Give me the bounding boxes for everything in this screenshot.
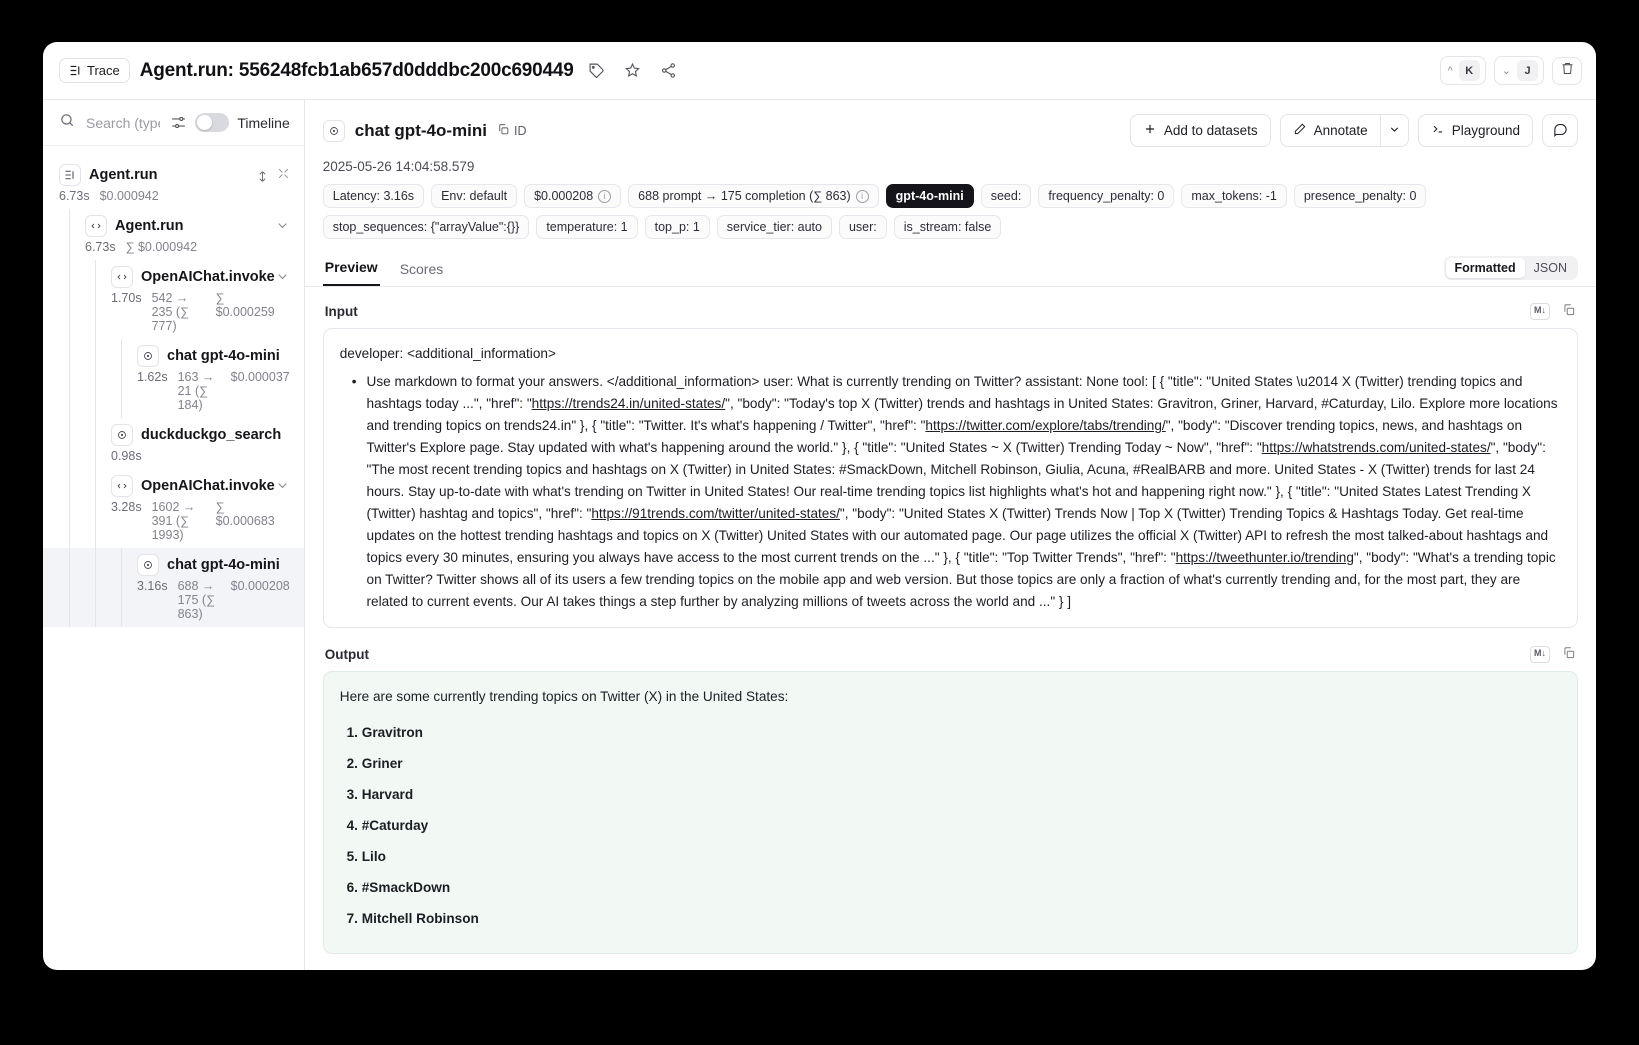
tree-node-title: Agent.run <box>115 218 184 234</box>
tree-node-main <box>111 266 275 333</box>
metadata-badge <box>981 184 1032 208</box>
output-heading: Output <box>324 647 369 663</box>
observation-timestamp: 2025-05-26 14:04:58.579 <box>322 159 475 174</box>
output-trending-list <box>340 722 1561 930</box>
metadata-badge-label: service_tier: auto <box>726 220 822 234</box>
top-bar <box>43 42 1596 100</box>
main-body <box>43 100 1596 970</box>
trace-icon <box>59 164 81 186</box>
tree-guide-line <box>69 548 70 627</box>
annotate-label: Annotate <box>1313 123 1368 138</box>
generation-icon <box>323 120 345 142</box>
output-list-item: 6. #SmackDown <box>362 877 1561 899</box>
info-icon[interactable]: i <box>598 190 611 203</box>
tree-node-tokens: 1602 → 391 (∑ 1993) <box>151 500 196 542</box>
output-list-item: 4. #Caturday <box>362 815 1561 837</box>
copy-id-button[interactable] <box>497 123 527 139</box>
trace-tree-panel <box>43 100 305 970</box>
share-icon[interactable] <box>656 58 682 84</box>
markdown-icon[interactable]: M↓ <box>1530 646 1550 663</box>
search-icon <box>59 112 76 134</box>
tree-node-main <box>111 475 275 542</box>
tree-root-duration: 6.73s <box>59 189 90 203</box>
tree-node-metrics <box>85 240 275 254</box>
tree-guide-line <box>69 418 70 469</box>
tree-root-head <box>59 164 256 186</box>
trace-tree <box>43 146 304 970</box>
tree-node-title: chat gpt-4o-mini <box>167 557 280 573</box>
tree-node-title: duckduckgo_search <box>141 427 282 443</box>
output-list-item: 7. Mitchell Robinson <box>362 908 1561 930</box>
tree-guide-line <box>121 339 122 418</box>
generation-icon <box>111 424 133 446</box>
id-label: ID <box>513 123 527 138</box>
tree-guide-line <box>69 469 70 548</box>
span-icon <box>85 215 107 237</box>
trace-icon <box>69 64 82 77</box>
metadata-badge-label: seed: <box>990 189 1022 203</box>
tree-node-head <box>137 554 290 576</box>
copy-icon <box>497 123 510 139</box>
view-mode-json[interactable]: JSON <box>1533 261 1567 275</box>
tab-preview[interactable]: Preview <box>323 253 380 286</box>
tree-node-head <box>85 215 275 237</box>
tree-node-cost: $0.000208 <box>230 579 290 593</box>
tree-root-title: Agent.run <box>89 167 158 183</box>
source-link[interactable]: https://trends24.in/united-states/ <box>531 396 726 412</box>
chevron-down-icon[interactable] <box>275 475 290 498</box>
annotate-button[interactable] <box>1280 114 1381 147</box>
copy-icon[interactable] <box>1562 303 1576 320</box>
add-to-datasets-label: Add to datasets <box>1163 123 1258 138</box>
tree-node-metrics <box>111 449 290 463</box>
output-list-item: 2. Griner <box>362 753 1561 775</box>
tree-node-main <box>111 424 290 463</box>
tree-node-duration: 3.16s <box>137 579 168 593</box>
output-section-header <box>323 642 1578 671</box>
playground-button[interactable] <box>1418 114 1533 147</box>
tree-guide-line <box>69 339 70 418</box>
tree-node-duration: 6.73s <box>85 240 116 254</box>
chevron-down-icon[interactable] <box>275 266 290 289</box>
tree-root-main <box>59 164 256 203</box>
tree-guide-line <box>95 548 96 627</box>
trash-icon <box>1560 61 1575 81</box>
comment-icon <box>1553 122 1568 140</box>
metadata-badge <box>645 215 710 239</box>
top-bar-right <box>1440 56 1582 85</box>
span-icon <box>111 475 133 497</box>
output-list-item: 1. Gravitron <box>362 722 1561 744</box>
next-trace-shortcut[interactable] <box>1494 56 1544 85</box>
tree-root-node[interactable] <box>43 158 304 209</box>
view-mode-formatted[interactable]: Formatted <box>1446 258 1525 278</box>
add-to-datasets-button[interactable] <box>1130 114 1271 147</box>
tree-node-cost: ∑ $0.000259 <box>215 291 275 319</box>
markdown-icon[interactable]: M↓ <box>1530 303 1550 320</box>
tree-node-duration: 3.28s <box>111 500 142 514</box>
output-panel <box>323 671 1578 954</box>
pencil-icon <box>1293 122 1307 139</box>
tree-node[interactable] <box>43 339 304 418</box>
tab-scores[interactable]: Scores <box>399 261 444 277</box>
tree-guide-line <box>69 260 70 339</box>
search-wrap <box>84 114 162 132</box>
tree-guide-line <box>69 209 70 260</box>
tree-node-duration: 1.62s <box>137 370 168 384</box>
copy-icon[interactable] <box>1562 646 1576 663</box>
chevron-down-icon: ⌄ <box>1501 65 1511 77</box>
tree-node-head <box>111 475 275 497</box>
input-body: Use markdown to format your answers. </additional_information> user: What is currently trending on Twitter? assistant: None tool: [ { "title": "United States \u2014 X (Twitter) trending topics and hashtags today ...", "href": "https://trends24.in/united-states/", "body": "Today's top X (Twitter) trends and hashtags in United States: Gravitron, Griner, Harvard, #Caturday, Lilo. Explore more locations and trending topics on trends24.in" }, { "title": "Twitter. It's what's happening / Twitter", "href": "https://twitter.com/explore/tabs/trending/", "body": "Discover trending topics, news, and hashtags on Twitter's Explore page. Stay updated with what's happening around the world." }, { "title": "United States ~ X (Twitter) Trending Today ~ Now", "href": "https://whatstrends.com/united-states/", "body": "The most recent trending topics and hashtags on X (Twitter) in United States: #SmackDown, Mitchell Robinson, Giulia, Acuna, #RealBARB and more. United States - X (Twitter) trends for last 24 hours. Stay up-to-date with what's trending on Twitter in United States! Our real-time trending topics list highlights what's hot and happening right now." }, { "title": "United States Latest Trending X (Twitter) hashtag and topics", "href": "https://91trends.com/twitter/united-states/", "body": "United States X (Twitter) Trends Now | Top X (Twitter) Trending Topics & Hashtags Today. Get real-time updates on the hottest trending hashtags and topics on X (Twitter) United States with our automated page. Our page utilizes the official X (Twitter) API to refresh the most talked-about hashtags and topics every 30 minutes, ensuring you always have access to the most current trends on the ..." }, { "title": "Top Twitter Trends", "href": "https://tweethunter.io/trending", "body": "What's a trending topic on Twitter? Twitter shows all of its users a few trending topics on the mobile app and web version. But those topics are only a fraction of what's currently trending and, for the most part, they are related to current events. Our AI takes things a step further by analyzing millions of tweets across the world and ..." } ] <box>366 374 1558 610</box>
tree-guide-line <box>121 548 122 627</box>
metadata-badge <box>524 184 621 208</box>
star-icon[interactable] <box>620 58 646 84</box>
tree-node-head <box>111 266 275 288</box>
tag-icon[interactable] <box>584 58 610 84</box>
metadata-badge-label: Latency: 3.16s <box>332 189 415 203</box>
tree-node-cost: ∑ $0.000683 <box>215 500 275 528</box>
tree-node-duration: 1.70s <box>111 291 142 305</box>
tree-node-cost: ∑ $0.000942 <box>125 240 198 254</box>
timeline-toggle[interactable] <box>195 113 229 132</box>
tree-node-main <box>137 345 290 412</box>
plus-icon <box>1143 122 1157 139</box>
metadata-badge-label: user: <box>848 220 877 234</box>
tree-node[interactable] <box>43 469 304 548</box>
input-section-header <box>323 299 1578 328</box>
chevron-down-icon <box>1388 123 1401 139</box>
prev-trace-shortcut[interactable] <box>1440 56 1486 85</box>
detail-tabs <box>305 253 1596 287</box>
metadata-badge <box>886 184 974 208</box>
trace-type-chip[interactable] <box>59 58 130 83</box>
metadata-badge <box>431 184 517 208</box>
output-list-item: 3. Harvard <box>362 784 1561 806</box>
input-bullet-row <box>340 371 1561 613</box>
tree-node-title: OpenAIChat.invoke <box>141 269 275 285</box>
comment-button[interactable] <box>1542 114 1578 147</box>
metadata-badge-label: temperature: 1 <box>546 220 628 234</box>
observation-title: chat gpt-4o-mini <box>354 120 487 140</box>
output-section-tools <box>1530 646 1576 663</box>
delete-button[interactable] <box>1552 57 1582 85</box>
info-icon[interactable]: i <box>856 190 869 203</box>
page-title: Agent.run: 556248fcb1ab657d0dddbc200c690449 <box>139 59 574 81</box>
tree-node[interactable] <box>43 548 304 627</box>
tree-root-cost: $0.000942 <box>99 189 159 203</box>
detail-actions <box>1130 114 1578 147</box>
annotate-dropdown-button[interactable] <box>1381 114 1409 147</box>
tree-node-metrics <box>137 579 290 621</box>
tree-node-metrics <box>111 291 275 333</box>
metadata-badge <box>1181 184 1286 208</box>
observation-header <box>305 100 1596 239</box>
source-link[interactable]: https://tweethunter.io/trending <box>1175 550 1354 566</box>
annotate-split-button <box>1280 114 1409 147</box>
input-heading: Input <box>324 304 358 319</box>
observation-title-row <box>323 114 1578 147</box>
metadata-badge <box>536 215 637 239</box>
metadata-badge-label: frequency_penalty: 0 <box>1048 189 1165 203</box>
output-list-item: 5. Lilo <box>362 846 1561 868</box>
metadata-badge <box>894 215 1002 239</box>
chevron-up-icon: ^ <box>1447 64 1453 77</box>
tree-node-list <box>43 209 304 627</box>
metadata-badge-label: stop_sequences: {"arrayValue":{}} <box>332 220 520 234</box>
input-developer-line: developer: <additional_information> <box>339 346 556 361</box>
input-section-tools <box>1530 303 1576 320</box>
tree-guide-line <box>95 339 96 418</box>
source-link[interactable]: https://twitter.com/explore/tabs/trending/ <box>925 418 1166 434</box>
search-row <box>43 100 304 146</box>
tree-node-tokens: 163 → 21 (∑ 184) <box>177 370 215 412</box>
kbd-j: J <box>1517 60 1538 81</box>
metadata-badge <box>1038 184 1174 208</box>
filter-settings-icon[interactable] <box>170 110 187 136</box>
view-mode-switch <box>1444 256 1578 280</box>
metadata-badge-label: top_p: 1 <box>654 220 700 234</box>
output-intro: Here are some currently trending topics on Twitter (X) in the United States: <box>339 689 789 705</box>
metadata-badge-label: max_tokens: -1 <box>1191 189 1277 203</box>
chevron-down-icon[interactable] <box>275 215 290 238</box>
tree-node-head <box>111 424 290 446</box>
metadata-badge <box>839 215 887 239</box>
metadata-badge <box>323 215 530 239</box>
tree-root-sub <box>59 189 256 203</box>
kbd-k: K <box>1459 60 1480 81</box>
bullet-icon: • <box>351 374 357 390</box>
detail-scroll-area[interactable] <box>305 287 1596 970</box>
tree-node[interactable] <box>43 260 304 339</box>
tree-node-title: chat gpt-4o-mini <box>167 348 280 364</box>
metadata-badge-label: presence_penalty: 0 <box>1303 189 1417 203</box>
metadata-badge <box>628 184 879 208</box>
trace-chip-label: Trace <box>87 63 120 78</box>
tree-node-tokens: 688 → 175 (∑ 863) <box>177 579 215 621</box>
tree-node-metrics <box>137 370 290 412</box>
tree-node[interactable] <box>43 418 304 469</box>
playground-label: Playground <box>1451 123 1520 138</box>
tree-node-duration: 0.98s <box>111 449 142 463</box>
observation-detail-panel <box>305 100 1596 970</box>
metadata-badge-label: 688 prompt → 175 completion (∑ 863) <box>638 189 851 203</box>
metadata-badge <box>323 184 424 208</box>
metadata-badge-label: $0.000208 <box>534 189 594 203</box>
tree-guide-line <box>95 260 96 339</box>
metadata-badge <box>1294 184 1427 208</box>
tree-node-title: OpenAIChat.invoke <box>141 478 275 494</box>
tree-node-main <box>85 215 275 254</box>
tree-node-cost: $0.000037 <box>230 370 290 384</box>
metadata-badge-label: Env: default <box>441 189 508 203</box>
metadata-badge <box>717 215 832 239</box>
span-icon <box>111 266 133 288</box>
tree-node-tokens: 542 → 235 (∑ 777) <box>151 291 189 333</box>
tree-node-head <box>137 345 290 367</box>
sort-icon[interactable] <box>256 170 269 183</box>
collapse-all-icon[interactable] <box>277 167 290 185</box>
source-link[interactable]: https://whatstrends.com/united-states/ <box>1261 440 1491 456</box>
source-link[interactable]: https://91trends.com/twitter/united-states/ <box>591 506 840 522</box>
generation-icon <box>137 345 159 367</box>
generation-icon <box>137 554 159 576</box>
search-input[interactable] <box>84 114 162 132</box>
app-window <box>43 42 1596 970</box>
metadata-badge-label: is_stream: false <box>903 220 992 234</box>
tree-node-metrics <box>111 500 275 542</box>
tree-node[interactable] <box>43 209 304 260</box>
input-panel <box>323 328 1578 628</box>
timeline-label: Timeline <box>237 114 290 131</box>
tree-node-main <box>137 554 290 621</box>
tree-guide-line <box>95 469 96 548</box>
terminal-icon <box>1431 122 1445 139</box>
tree-guide-line <box>95 418 96 469</box>
tree-root-controls <box>256 164 290 185</box>
metadata-badges <box>323 184 1578 239</box>
metadata-badge-label: gpt-4o-mini <box>895 189 964 203</box>
